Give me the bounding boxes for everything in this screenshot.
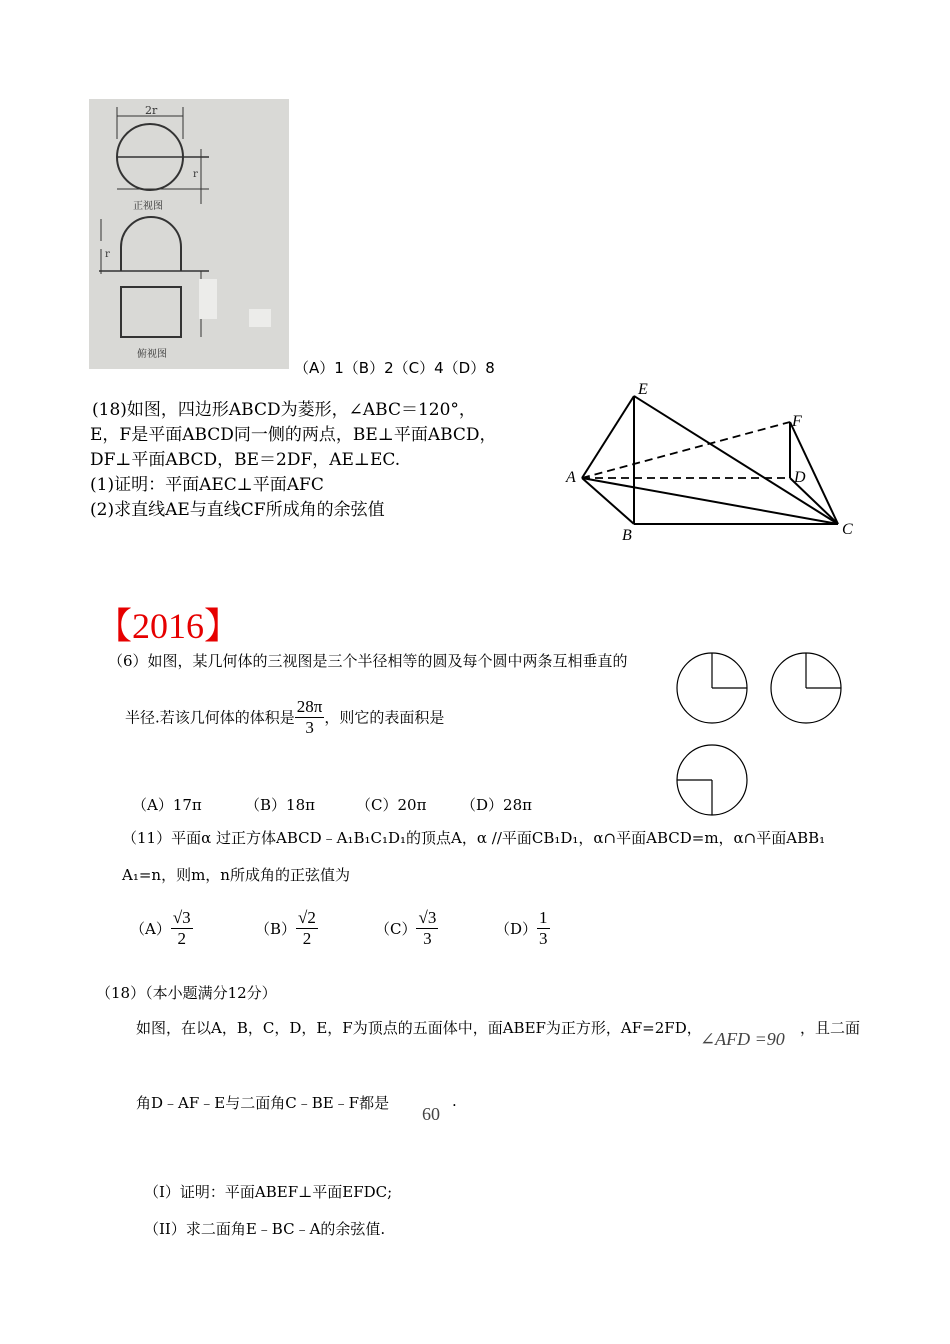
q11-option-b <box>255 908 318 949</box>
r-label-2: r <box>105 249 110 260</box>
q6-option-d: （D）28π <box>461 796 532 814</box>
option-c-fraction <box>416 908 438 949</box>
label-A: A <box>566 469 576 486</box>
three-view-sketch <box>89 99 289 369</box>
option-d-fraction <box>537 908 550 949</box>
q18-2015-line5: (2)求直线AE与直线CF所成角的余弦值 <box>90 500 385 520</box>
option-c-label: （C） <box>375 920 417 938</box>
q11-option-a <box>130 908 193 949</box>
top-view-label: 俯视图 <box>137 349 167 360</box>
q18-2016-part1: （I）证明：平面ABEF⊥平面EFDC; <box>144 1183 393 1201</box>
q11-option-d <box>495 908 550 949</box>
q18-2016-line2: 角D﹣AF﹣E与二面角C﹣BE﹣F都是 <box>136 1094 390 1112</box>
front-view-label: 正视图 <box>133 201 163 212</box>
q18-2016-sixty: 60 <box>422 1104 440 1124</box>
option-b-fraction <box>296 908 318 949</box>
q18-2015-line1: (18)如图，四边形ABCD为菱形，∠ABC＝120°， <box>92 400 476 420</box>
option-a-num: √3 <box>172 908 191 927</box>
q6-frac-num: 28π <box>296 697 323 716</box>
option-b-label: （B） <box>255 920 297 938</box>
q6-line2-pre: 半径.若该几何体的体积是 <box>125 708 295 727</box>
year-header-2016: 【2016】 <box>96 606 241 646</box>
q11-option-c <box>375 908 438 949</box>
option-b-den: 2 <box>302 929 312 948</box>
q18-2016-line2-post: . <box>452 1092 457 1110</box>
label-C: C <box>842 521 853 538</box>
q6-option-c: （C）20π <box>356 796 427 814</box>
option-d-num: 1 <box>539 908 548 927</box>
q6-line1: （6）如图，某几何体的三视图是三个半径相等的圆及每个圆中两条互相垂直的 <box>108 652 628 670</box>
q18-2016-line1-post: ，且二面 <box>800 1019 861 1037</box>
q18-2016-line1: 如图，在以A，B，C，D，E，F为顶点的五面体中，面ABEF为正方形，AF=2FD， <box>136 1019 702 1037</box>
label-F: F <box>792 413 802 430</box>
q6-line2 <box>125 697 444 738</box>
option-a-den: 2 <box>177 929 187 948</box>
q18-2016-head: （18）（本小题满分12分） <box>96 984 277 1002</box>
q6-option-b: （B）18π <box>245 796 315 814</box>
q11-line1: （11）平面α 过正方体ABCD﹣A₁B₁C₁D₁的顶点A，α //平面CB₁D₁，α∩平面ABCD=m，α∩平面ABB₁ <box>122 829 826 847</box>
q6-option-a: （A）17π <box>132 796 202 814</box>
q18-2015-line3: DF⊥平面ABCD，BE＝2DF，AE⊥EC. <box>90 450 401 470</box>
r-label-1: r <box>193 169 198 180</box>
option-d-den: 3 <box>539 929 548 948</box>
q18-2015-line4: (1)证明：平面AEC⊥平面AFC <box>90 475 324 495</box>
q18-2015-line2: E，F是平面ABCD同一侧的两点，BE⊥平面ABCD， <box>90 425 497 445</box>
q6-three-circles-figure <box>670 648 850 823</box>
three-view-photo <box>89 99 289 369</box>
q11-line2: A₁=n，则m，n所成角的正弦值为 <box>122 866 350 884</box>
label-B: B <box>622 527 632 544</box>
q18-2016-angle: ∠AFD =90 <box>700 1029 785 1049</box>
option-a-fraction <box>171 908 193 949</box>
option-c-den: 3 <box>423 929 432 948</box>
q6-volume-fraction <box>295 697 325 738</box>
q6-frac-den: 3 <box>305 718 314 737</box>
rhombus-pyramid-figure <box>560 378 860 548</box>
q18-2016-part2: （II）求二面角E﹣BC﹣A的余弦值. <box>144 1220 386 1238</box>
label-E: E <box>638 381 648 398</box>
q6-line2-post: ，则它的表面积是 <box>324 708 445 727</box>
option-a-label: （A） <box>130 920 171 938</box>
dim-2r-label: 2r <box>145 104 158 117</box>
option-d-label: （D） <box>495 920 538 938</box>
q17-options: （A）1（B）2（C）4（D）8 <box>294 359 495 377</box>
label-D: D <box>794 469 806 486</box>
option-c-num: √3 <box>418 908 437 927</box>
option-b-num: √2 <box>298 908 316 927</box>
